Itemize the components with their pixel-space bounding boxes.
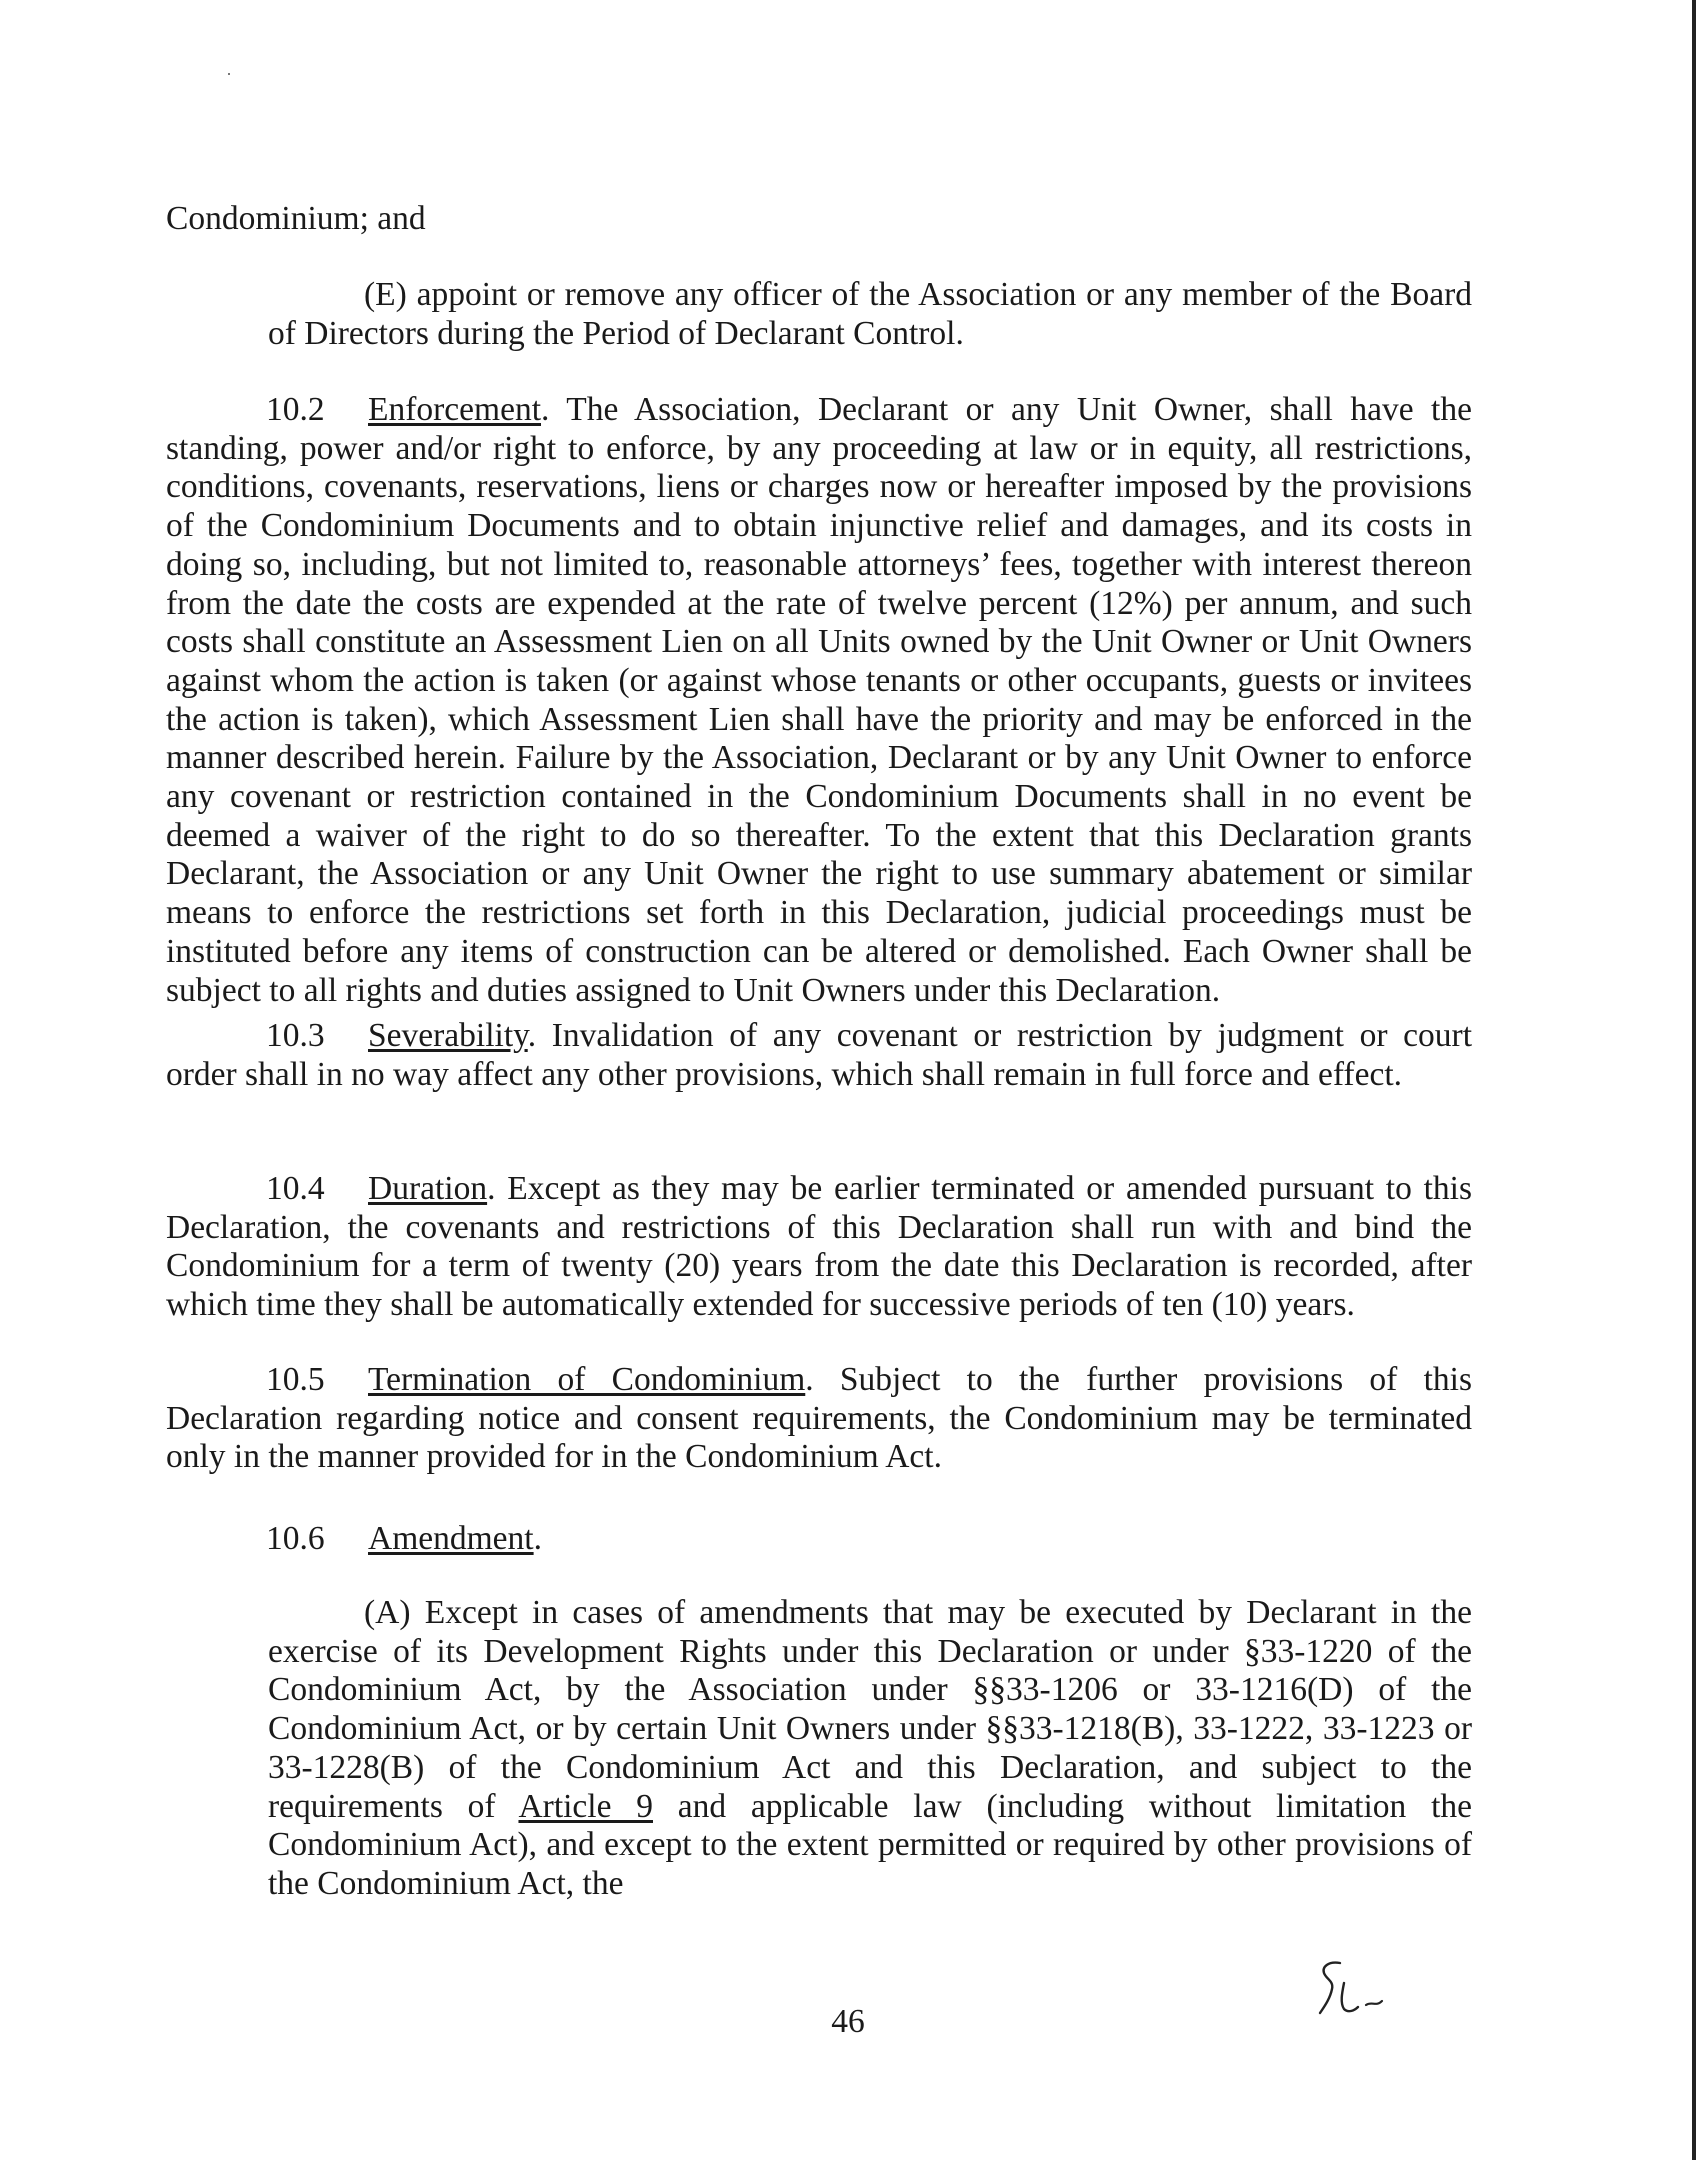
- clause-a-text-start: (A) Except in cases of amendments that may be executed by Declarant in the exercise of its Development Rights under this Declaration or under §33-1220 of the Condominium Act, by the Association under §§33-1206 or 33-1216(D) of the Condominium Act, or by certain Unit Owners under §§33-1218(B), 33-1222, 33-1223 or 33-1228(B) of the Condominium Act and this Declaration, and subject to the requirements of: [268, 1594, 1472, 1825]
- section-number: 10.5: [266, 1361, 325, 1398]
- section-heading: Severability: [368, 1017, 528, 1054]
- section-heading: Enforcement: [368, 391, 541, 428]
- section-body: . Subject to the further provisions of this Declaration regarding notice and consent requirements, the Condominium may be terminated only in the manner provided for in the Condominium Act.: [166, 1361, 1473, 1476]
- section-heading: Amendment: [368, 1520, 534, 1557]
- section-heading-period: .: [533, 1520, 542, 1557]
- section-number: 10.3: [266, 1017, 325, 1054]
- handwritten-initials: [1310, 1955, 1400, 2025]
- continued-line: Condominium; and: [166, 200, 426, 237]
- clause-a: [268, 1594, 1472, 1904]
- section-body: . The Association, Declarant or any Unit Owner, shall have the standing, power and/or right to enforce, by any proceeding at law or in equity, all restrictions, conditions, covenants, reservations, liens or charges now or hereafter imposed by the provisions of the Condominium Documents and to obtain injunctive relief and damages, and its costs in doing so, including, but not limited to, reasonable attorneys’ fees, together with interest thereon from the date the costs are expended at the rate of twelve percent (12%) per annum, and such costs shall constitute an Assessment Lien on all Units owned by the Unit Owner or Unit Owners against whom the action is taken (or against whose tenants or other occupants, guests or invitees the action is taken), which Assessment Lien shall have the priority and may be enforced in the manner described herein. Failure by the Association, Declarant or by any Unit Owner to enforce any covenant or restriction contained in the Condominium Documents shall in no event be deemed a waiver of the right to do so thereafter. To the extent that this Declaration grants Declarant, the Association or any Unit Owner the right to use summary abatement or similar means to enforce the restrictions set forth in this Declaration, judicial proceedings must be instituted before any items of construction can be altered or demolished. Each Owner shall be subject to all rights and duties assigned to Unit Owners under this Declaration.: [166, 391, 1472, 1009]
- section-heading: Duration: [368, 1170, 488, 1207]
- section-number: 10.2: [266, 391, 325, 428]
- section-10-4: [166, 1170, 1472, 1325]
- section-10-5: [166, 1361, 1472, 1477]
- scan-speck: [228, 73, 230, 75]
- clause-e: (E) appoint or remove any officer of the Association or any member of the Board of Directors during the Period of Declarant Control.: [268, 276, 1472, 352]
- page-number: 46: [831, 2003, 865, 2040]
- section-number: 10.6: [266, 1520, 325, 1557]
- clause-a-text-end: and applicable law (including without limitation the Condominium Act), and except to the extent permitted or required by other provisions of the Condominium Act, the: [268, 1787, 1472, 1902]
- section-heading: Termination of Condominium: [368, 1361, 806, 1398]
- section-10-6: [166, 1520, 1472, 1559]
- section-body: . Except as they may be earlier terminated or amended pursuant to this Declaration, the covenants and restrictions of this Declaration shall run with and bind the Condominium for a term of twenty (20) years from the date this Declaration is recorded, after which time they shall be automatically extended for successive periods of ten (10) years.: [166, 1170, 1472, 1324]
- section-number: 10.4: [266, 1170, 325, 1207]
- article-reference: Article 9: [518, 1787, 653, 1825]
- section-10-2: [166, 391, 1472, 1010]
- scan-page-edge: [1692, 0, 1696, 2160]
- section-10-3: [166, 1017, 1472, 1094]
- section-body: . Invalidation of any covenant or restriction by judgment or court order shall in no way affect any other provisions, which shall remain in full force and effect.: [166, 1017, 1472, 1093]
